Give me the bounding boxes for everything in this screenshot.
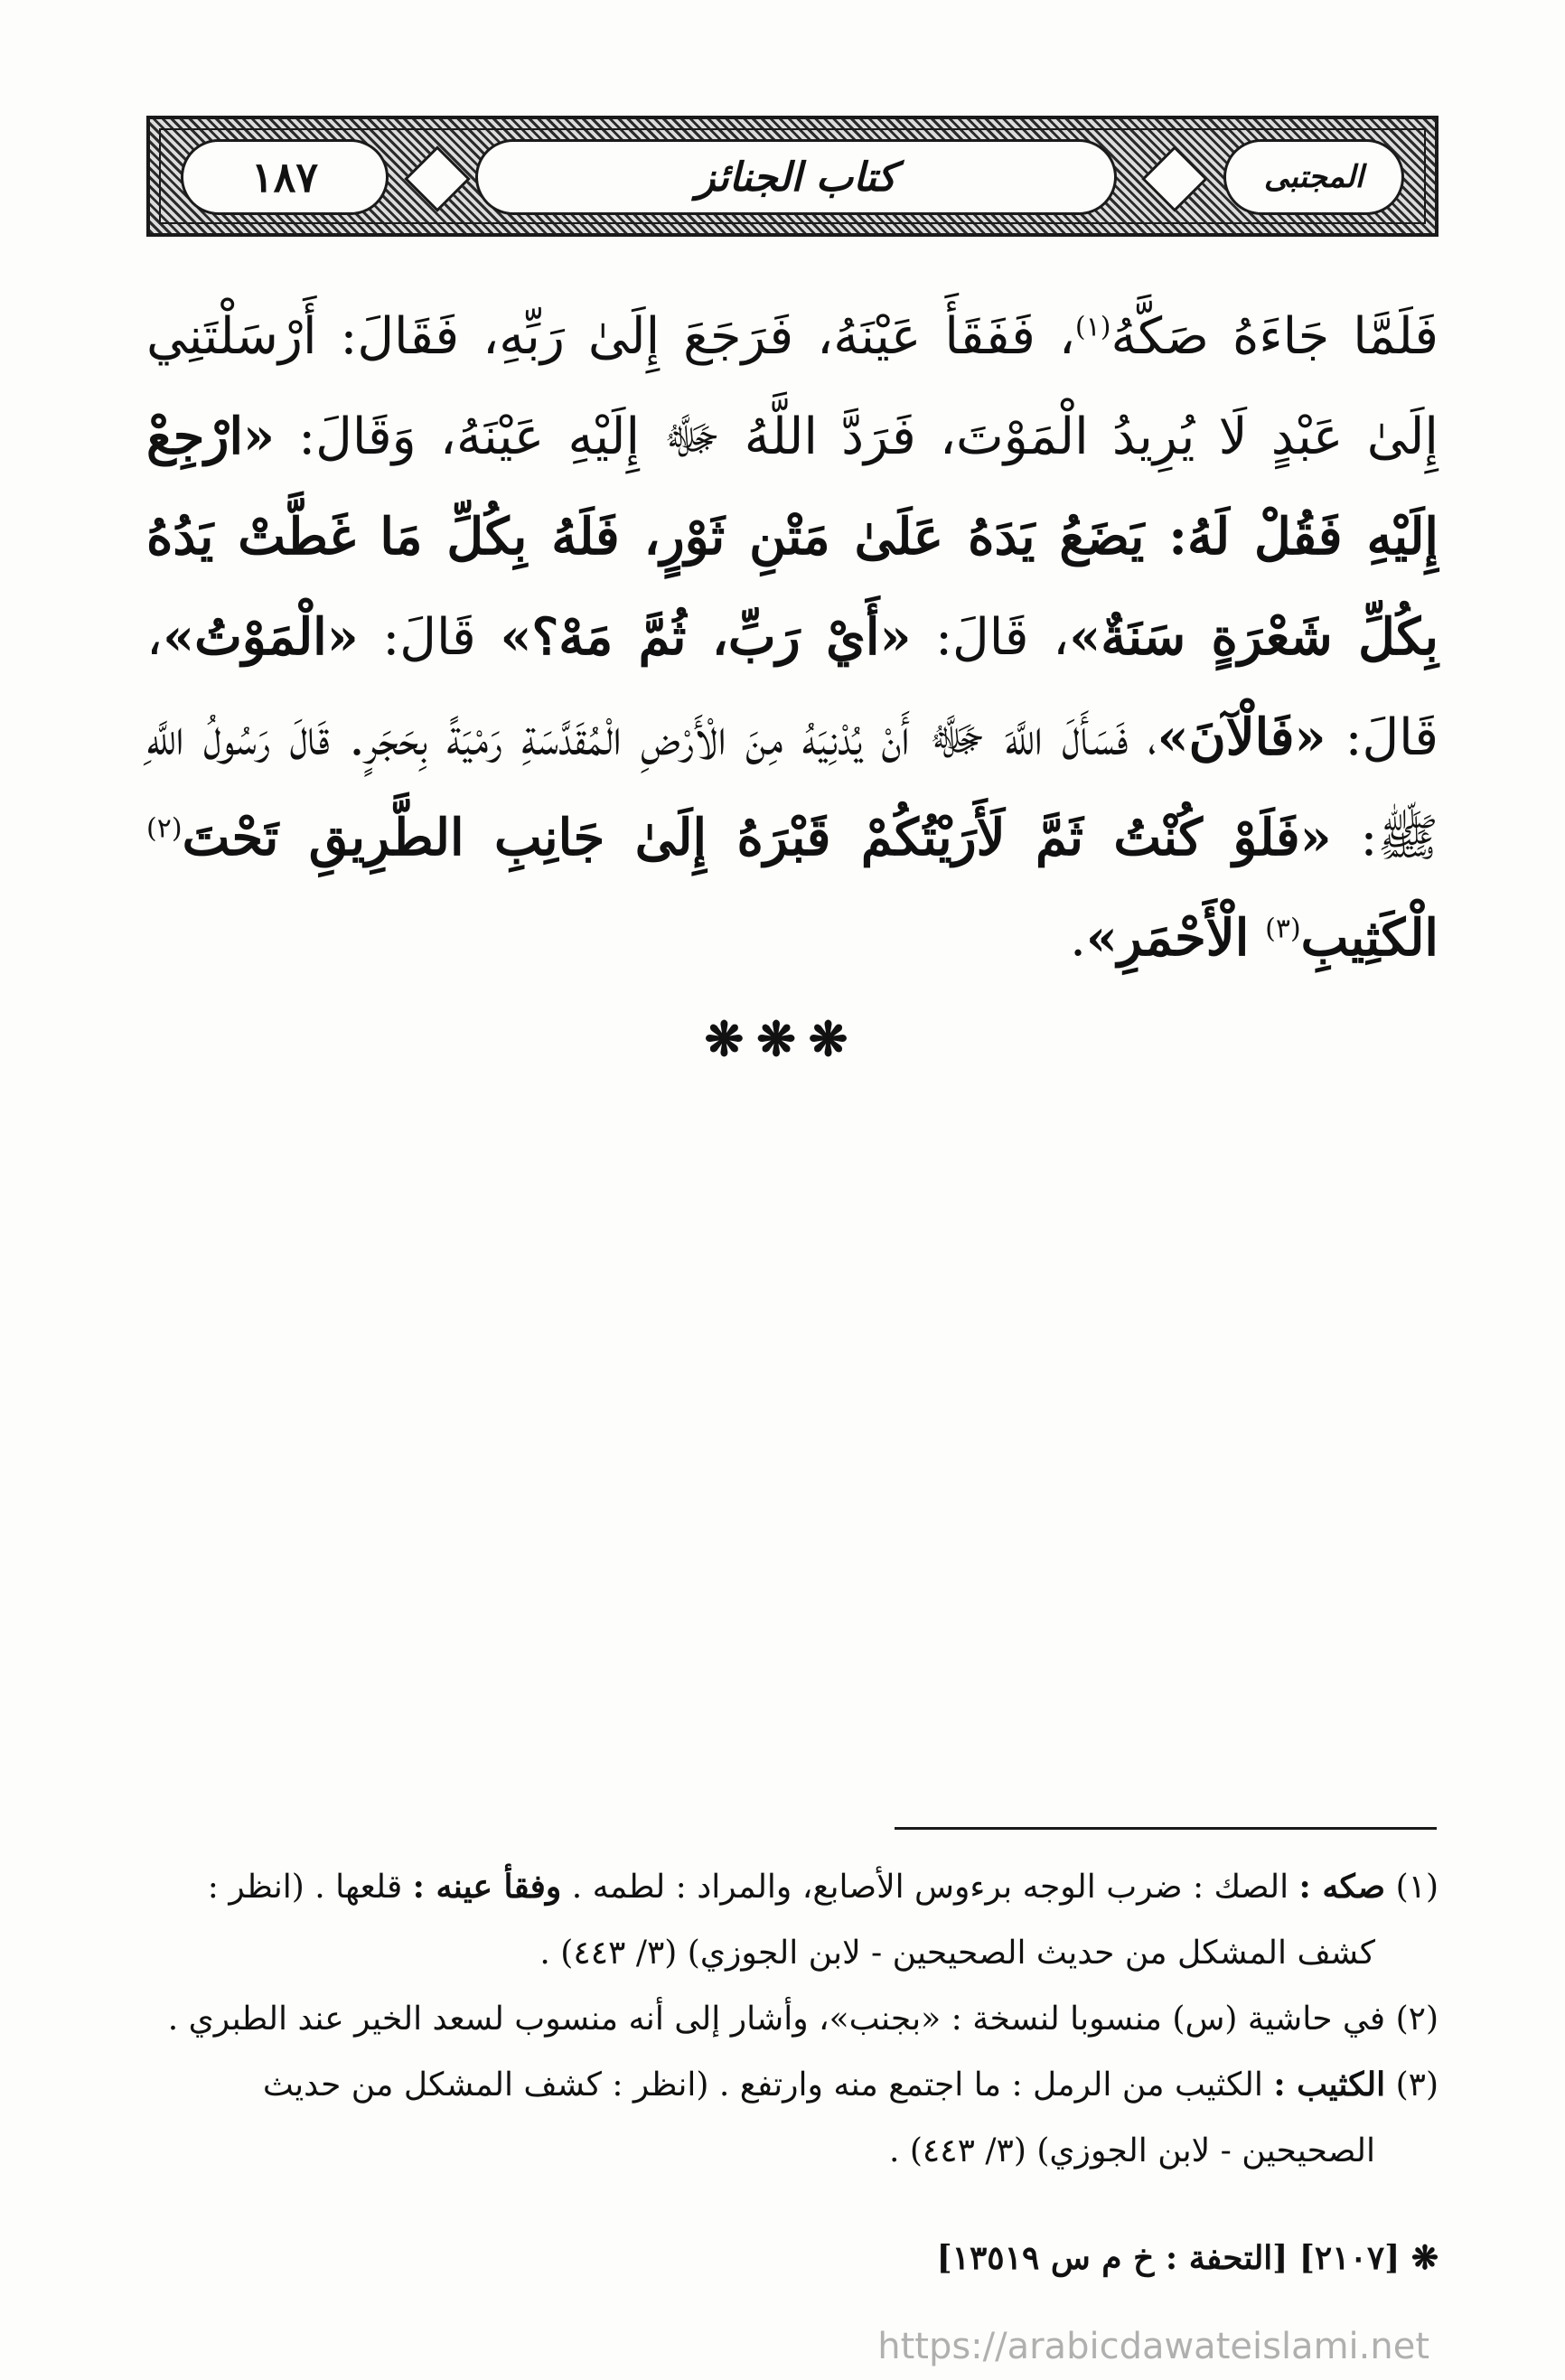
quoted-speech: الْأَحْمَرِ» — [1085, 908, 1250, 968]
footnote-term: وفقأ عينه : — [412, 1868, 562, 1906]
footnote-term: صكه : — [1298, 1868, 1386, 1906]
footnote-number: (٢) — [1395, 2001, 1438, 2038]
book-title: كتاب الجنائز — [696, 154, 896, 201]
footnote-1-continued: كشف المشكل من حديث الصحيحين - لابن الجوزي) (٣/ ٤٤٣) . — [539, 1935, 1375, 1972]
footnote-text: الكثيب من الرمل : ما اجتمع منه وارتفع . (انظر : كشف المشكل من حديث — [262, 2066, 1263, 2104]
text-segment: قَالَ: — [382, 608, 476, 667]
footnote-number: (٣) — [1395, 2066, 1438, 2104]
footnote-divider — [895, 1827, 1437, 1830]
footnote-text: قلعها . (انظر : — [207, 1869, 403, 1906]
footnote-text: في حاشية (س) منسوبا لنسخة : «بجنب»، وأشار إلى أنه منسوب لسعد الخير عند الطبري . — [167, 2001, 1386, 2038]
hadith-text — [146, 287, 1438, 989]
footnote-3 — [146, 2052, 1438, 2118]
watermark-url: https://arabicdawateislami.net — [877, 2326, 1429, 2367]
quoted-speech: الْكَثِيبِ — [1300, 908, 1438, 968]
footnote-ref-3: (٣) — [1265, 913, 1301, 945]
section-separator: ❋❋❋ — [704, 1012, 861, 1067]
series-title: المجتبى — [1263, 159, 1364, 195]
footnote-number: (١) — [1395, 1869, 1438, 1906]
footnote-text: الصك : ضرب الوجه برءوس الأصابع، والمراد : لطمه . — [571, 1869, 1289, 1906]
text-segment: ، فَسَأَلَ اللَّهَ ﷻ أَنْ يُدْنِيَهُ مِنَ الْأَرْضِ الْمُقَدَّسَةِ رَمْيَةً بِحَجَرٍ. قَالَ رَسُولُ اللَّهِ ﷺ: — [146, 708, 1438, 867]
text-segment: . — [1070, 909, 1086, 968]
footnotes — [146, 1854, 1438, 2184]
text-segment: ، قَالَ: — [146, 608, 1438, 767]
quoted-speech: «أَيْ رَبِّ، ثُمَّ مَهْ؟» — [500, 607, 912, 667]
footnote-1 — [146, 1854, 1438, 1920]
book-title-cartouche — [475, 139, 1117, 215]
quoted-speech: «فَلَوْ كُنْتُ ثَمَّ لَأَرَيْتُكُمْ قَبْرَهُ إِلَىٰ جَانِبِ الطَّرِيقِ تَحْتَ — [182, 808, 1332, 867]
text-segment: ، قَالَ: — [935, 608, 1070, 667]
series-title-cartouche — [1223, 139, 1404, 215]
footnote-2 — [146, 1986, 1438, 2052]
quoted-speech: «فَالْآنَ» — [1157, 707, 1326, 767]
text-segment: ، فَفَقَأَ عَيْنَهُ، فَرَجَعَ إِلَىٰ رَبِّهِ، فَقَالَ: أَرْسَلْتَنِي إِلَىٰ عَبْدٍ لَا يُرِيدُ الْمَوْتَ، فَرَدَّ اللَّهُ ﷻ إِلَيْهِ عَيْنَهُ، وَقَالَ: — [146, 307, 1438, 466]
page-header — [146, 116, 1438, 237]
page-number-cartouche — [181, 139, 389, 215]
footnote-ref-1: (١) — [1074, 311, 1111, 343]
quoted-speech: «ارْجِعْ إِلَيْهِ فَقُلْ لَهُ: يَضَعُ يَدَهُ عَلَىٰ مَتْنِ ثَوْرٍ، فَلَهُ بِكُلِّ مَا غَطَّتْ يَدُهُ بِكُلِّ شَعْرَةٍ سَنَةٌ» — [146, 407, 1438, 667]
hadith-reference: ❋ [٢١٠٧] [التحفة : خ م س ١٣٥١٩] — [936, 2239, 1438, 2277]
footnote-term: الكثيب : — [1273, 2066, 1386, 2104]
text-segment: فَلَمَّا جَاءَهُ صَكَّهُ — [1110, 307, 1438, 366]
footnote-3-continued: الصحيحين - لابن الجوزي) (٣/ ٤٤٣) . — [888, 2132, 1375, 2169]
page-number: ١٨٧ — [250, 153, 319, 201]
footnote-ref-2: (٢) — [146, 812, 183, 845]
quoted-speech: «الْمَوْتُ» — [163, 607, 359, 667]
